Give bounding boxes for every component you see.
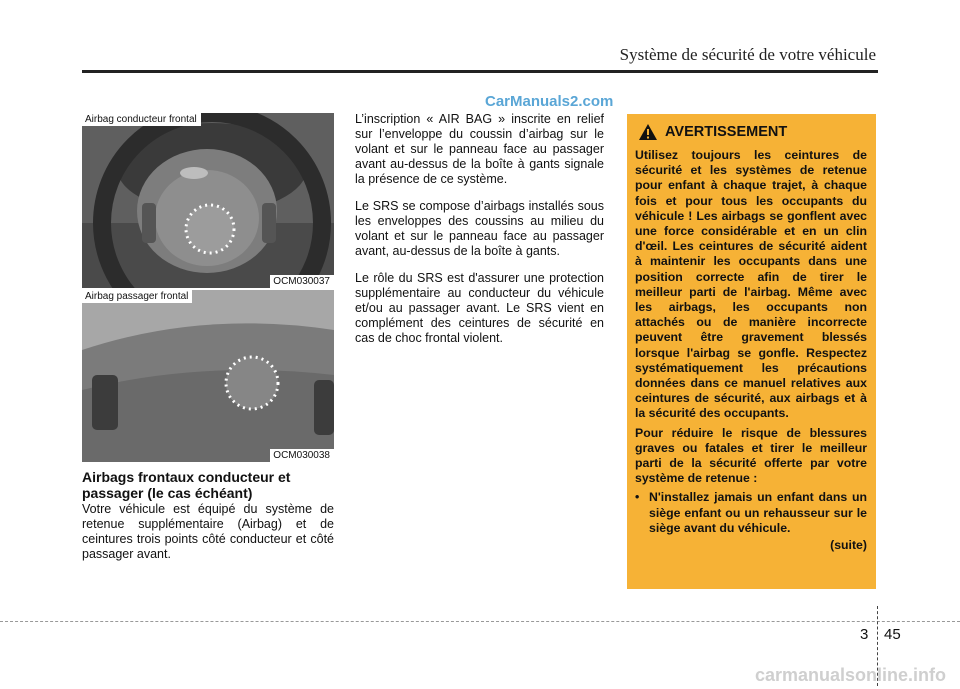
middle-paragraph-3: Le rôle du SRS est d'assurer une protection supplémentaire au conducteur du véhicule et/ou au passager avant. Le SRS vient en complément des ceintures de sécurité en cas de choc frontal violent. xyxy=(355,271,604,345)
warning-triangle-icon xyxy=(639,124,657,140)
warning-box xyxy=(627,114,876,589)
warning-body xyxy=(635,148,867,553)
page-header-title: Système de sécurité de votre véhicule xyxy=(619,45,876,64)
left-paragraph: Votre véhicule est équipé du système de retenue supplémentaire (Airbag) et de ceintures trois points côté conducteur et côté passager avant. xyxy=(82,502,334,561)
footer-rule xyxy=(0,621,960,622)
passenger-airbag-caption: Airbag passager frontal xyxy=(82,290,192,303)
header-rule xyxy=(82,70,878,73)
driver-airbag-photo xyxy=(82,113,334,288)
warning-bullet xyxy=(635,490,867,536)
warning-bullet-text: N'installez jamais un enfant dans un siège enfant ou un rehausseur sur le siège avant du véhicule. xyxy=(649,490,867,535)
passenger-airbag-photo xyxy=(82,290,334,462)
warning-paragraph-1: Utilisez toujours les ceintures de sécurité et les systèmes de retenue pour enfant à chaque trajet, à chaque fois et pour tous les occupants du véhicule ! Les airbags se gonflent avec une force considérable et en un clin d'œil. Les ceintures de sécurité aident à maintenir les occupants dans une position correcte afin de tirer le meilleur parti de l'airbag. Même avec les airbags, les occupants non attachés ou de manière incorrecte peuvent être gravement blessés lorsque l'airbag se gonfle. Respectez systématiquement les précautions données dans ce manuel relatives aux ceintures de sécurité, aux airbags et à la sécurité des occupants. xyxy=(635,148,867,421)
middle-paragraph-1: L’inscription « AIR BAG » inscrite en relief sur l’enveloppe du coussin d’airbag sur le volant et sur le panneau face au passager avant au-dessus de la boîte à gants signale la présence de ce système. xyxy=(355,112,604,186)
warning-header xyxy=(639,124,787,140)
section-heading: Airbags frontaux conducteur et passager (le cas échéant) xyxy=(82,469,291,501)
passenger-figure-code: OCM030038 xyxy=(270,449,334,462)
page-number: 45 xyxy=(884,626,901,643)
warning-title: AVERTISSEMENT xyxy=(665,124,788,140)
middle-column xyxy=(355,112,604,358)
watermark-top: CarManuals2.com xyxy=(485,93,614,110)
steering-wheel-illustration xyxy=(82,113,334,288)
middle-paragraph-2: Le SRS se compose d’airbags installés sous les enveloppes des coussins au milieu du volant et sur le panneau face au passager avant, au-dessus de la boîte à gants. xyxy=(355,199,604,258)
dashboard-illustration xyxy=(82,290,334,462)
driver-figure-code: OCM030037 xyxy=(270,275,334,288)
chapter-number: 3 xyxy=(860,626,869,643)
warning-paragraph-2: Pour réduire le risque de blessures graves ou fatales et tirer le meilleur parti de la sécurité offerte par votre système de retenue : xyxy=(635,425,867,486)
driver-airbag-caption: Airbag conducteur frontal xyxy=(82,113,201,126)
bullet-dot-icon: • xyxy=(635,490,640,505)
watermark-bottom: carmanualsonline.info xyxy=(754,665,946,685)
warning-continued: (suite) xyxy=(830,538,867,553)
